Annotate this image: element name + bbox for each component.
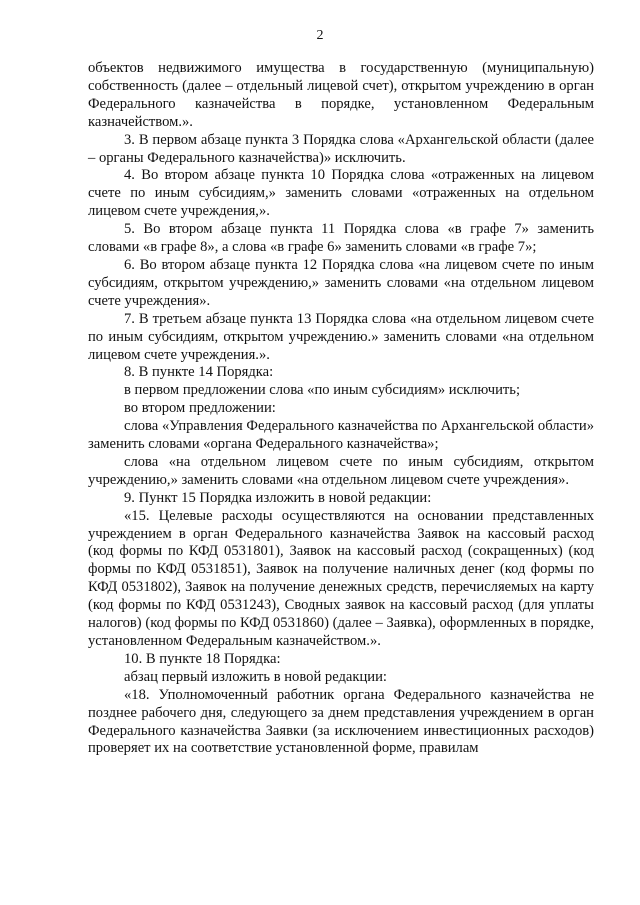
paragraph: в первом предложении слова «по иным субсидиям» исключить;: [124, 382, 521, 399]
paragraph: 8. В пункте 14 Порядка:: [124, 364, 274, 381]
paragraph: 10. В пункте 18 Порядка:: [124, 650, 281, 667]
paragraph: 7. В третьем абзаце пункта 13 Порядка слова «на отдельном лицевом счете по иным субсидиям, открытом учреждению.» заменить словами «на отдельном лицевом счете учреждения.».: [88, 310, 594, 363]
paragraph: «18. Уполномоченный работник органа Федерального казначейства не позднее рабочего дня, следующего за днем представления учреждением в орган Федерального казначейства Заявки (за исключением инвестиционных расходов) проверяет их на соответствие установленной форме, правилам: [88, 686, 594, 757]
paragraph: 5. Во втором абзаце пункта 11 Порядка слова «в графе 7» заменить словами «в графе 8», а слова «в графе 6» заменить словами «в графе 7»;: [88, 221, 594, 256]
paragraph: 4. Во втором абзаце пункта 10 Порядка слова «отраженных на лицевом счете по иным субсидиям,» заменить словами «отраженных на отдельном лицевом счете учреждения,».: [88, 167, 594, 220]
paragraph: объектов недвижимого имущества в государственную (муниципальную) собственность (далее – отдельный лицевой счет), открытом учреждению в орган Федерального казначейства в порядке, установленном Федеральным казначейством.».: [88, 60, 594, 130]
paragraph: «15. Целевые расходы осуществляются на основании представленных учреждением в орган Федерального казначейства Заявок на кассовый расход (код формы по КФД 0531801), Заявок на кассовый расход (сокращенных) (код формы по КФД 0531851), Заявок на получение наличных денег (код формы по КФД 0531802), Заявок на получение денежных средств, перечисляемых на карту (код формы по КФД 0531243), Сводных заявок на кассовый расход (для уплаты налогов) (код формы по КФД 0531860) (далее – Заявка), оформленных в порядке, установленном Федеральным казначейством.».: [88, 507, 594, 649]
paragraph: 6. Во втором абзаце пункта 12 Порядка слова «на лицевом счете по иным субсидиям, открытом учреждению,» заменить словами «на отдельном лицевом счете учреждения».: [88, 256, 594, 309]
paragraph: абзац первый изложить в новой редакции:: [124, 668, 387, 685]
page-number: 2: [316, 28, 324, 43]
paragraph: 3. В первом абзаце пункта 3 Порядка слова «Архангельской области (далее – органы Федерального казначейства)» исключить.: [88, 131, 594, 166]
paragraph: слова «на отдельном лицевом счете по иным субсидиям, открытом учреждению,» заменить словами «на отдельном лицевом счете учреждения».: [88, 453, 594, 488]
paragraph: 9. Пункт 15 Порядка изложить в новой редакции:: [124, 489, 432, 506]
document-body: [88, 60, 594, 758]
paragraph: слова «Управления Федерального казначейства по Архангельской области» заменить словами «органа Федерального казначейства»;: [88, 418, 594, 453]
paragraph: во втором предложении:: [124, 400, 276, 417]
